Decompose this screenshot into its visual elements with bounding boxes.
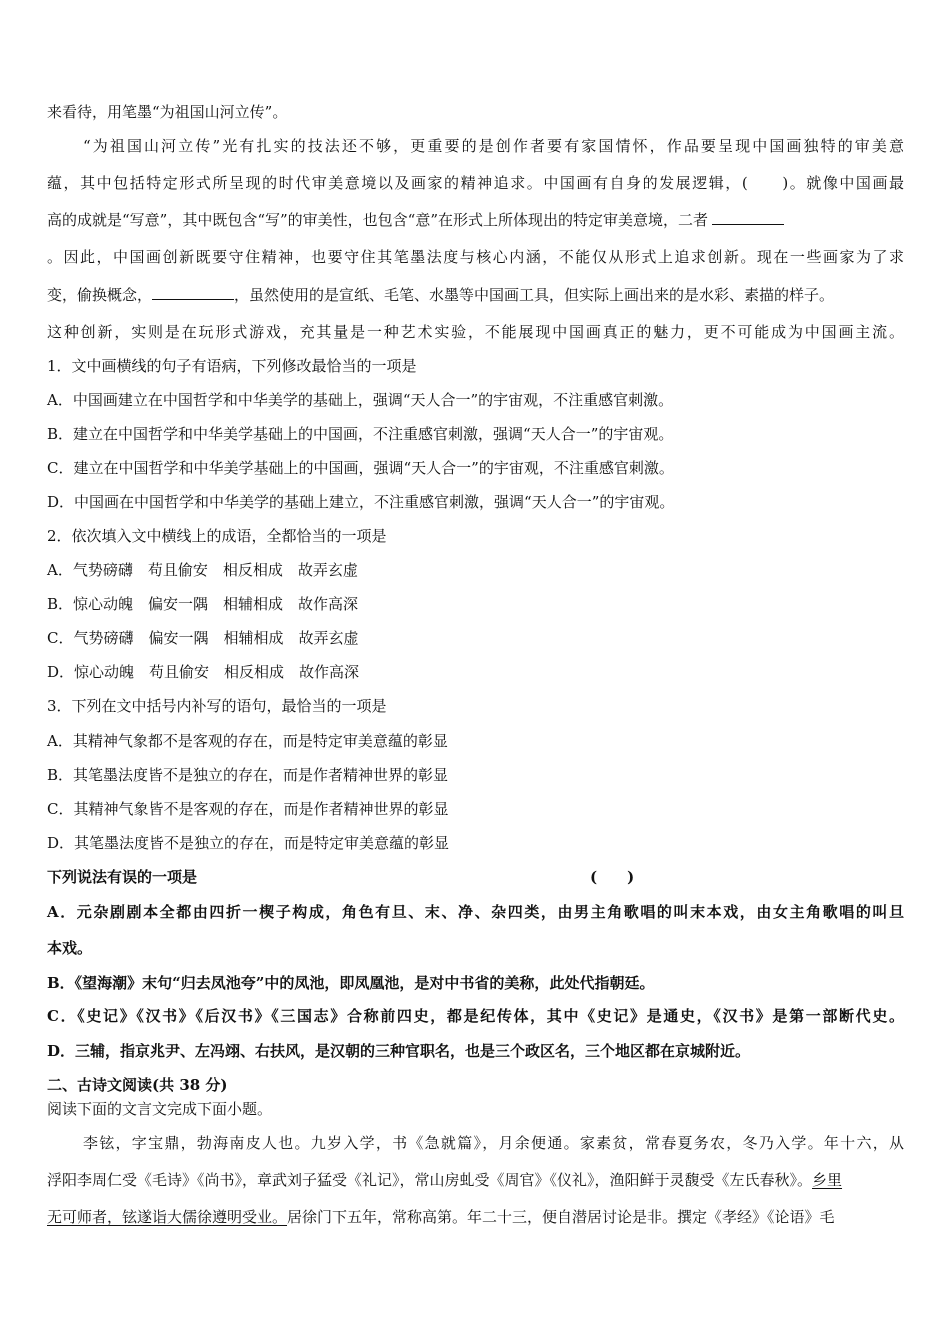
passage-line-7: 这种创新，实则是在玩形式游戏，充其量是一种艺术实验，不能展现中国画真正的魅力，更不可能成为中国画主流。 <box>47 323 904 341</box>
passage-line-4 <box>47 210 904 230</box>
section-title: 二、古诗文阅读(共 38 分) <box>47 1076 228 1094</box>
classical-line-3 <box>47 1207 904 1227</box>
q1-option-b: B．建立在中国哲学和中华美学基础上的中国画，不注重感官刺激，强调“天人合一”的宇宙观。 <box>47 425 674 443</box>
q3-option-b: B．其笔墨法度皆不是独立的存在，而是作者精神世界的彰显 <box>47 766 449 784</box>
q4-answer-paren: ( ) <box>590 868 635 886</box>
passage-line-2: “为祖国山河立传”光有扎实的技法还不够，更重要的是创作者要有家国情怀，作品要呈现中国画独特的审美意 <box>83 137 904 155</box>
fill-blank-4 <box>152 285 234 300</box>
classical-line-2 <box>47 1170 904 1190</box>
underlined-sentence-start: 乡里 <box>812 1171 843 1189</box>
q4-option-d: D．三辅，指京兆尹、左冯翊、右扶风，是汉朝的三种官职名，也是三个政区名，三个地区都在京城附近。 <box>47 1042 751 1060</box>
q2-stem: 2．依次填入文中横线上的成语，全都恰当的一项是 <box>47 527 387 545</box>
q2-option-c: C．气势磅礴 偏安一隅 相辅相成 故弄玄虚 <box>47 629 359 647</box>
passage-line-5: 。因此，中国画创新既要守住精神，也要守住其笔墨法度与核心内涵，不能仅从形式上追求创新。现在一些画家为了求 <box>47 248 904 266</box>
q4-option-a-line-1: A．元杂剧剧本全都由四折一楔子构成，角色有旦、末、净、杂四类，由男主角歌唱的叫末本戏，由女主角歌唱的叫旦 <box>47 903 904 921</box>
classical-line-1: 李铉，字宝鼎，勃海南皮人也。九岁入学，书《急就篇》，月余便通。家素贫，常春夏务农，冬乃入学。年十六，从 <box>83 1134 904 1152</box>
fill-blank-3 <box>712 210 784 225</box>
passage-line-3: 蕴，其中包括特定形式所呈现的时代审美意境以及画家的精神追求。中国画有自身的发展逻辑，( )。就像中国画最 <box>47 174 904 192</box>
q4-stem: 下列说法有误的一项是 <box>47 868 198 886</box>
q3-option-d: D．其笔墨法度皆不是独立的存在，而是特定审美意蕴的彰显 <box>47 834 450 852</box>
q1-option-d: D．中国画在中国哲学和中华美学的基础上建立，不注重感官刺激，强调“天人合一”的宇宙观。 <box>47 493 675 511</box>
underlined-sentence-end: 无可师者，铉遂诣大儒徐遵明受业。 <box>47 1208 288 1226</box>
q4-option-a-line-2: 本戏。 <box>47 939 93 957</box>
passage-line-1: 来看待，用笔墨“为祖国山河立传”。 <box>47 103 288 121</box>
q3-option-c: C．其精神气象皆不是客观的存在，而是作者精神世界的彰显 <box>47 800 449 818</box>
passage-line-6-text-b: ，虽然使用的是宣纸、毛笔、水墨等中国画工具，但实际上画出来的是水彩、素描的样子。 <box>234 286 835 304</box>
passage-line-6-text-a: 变，偷换概念， <box>47 286 153 304</box>
q2-option-b: B．惊心动魄 偏安一隅 相辅相成 故作高深 <box>47 595 359 613</box>
q2-option-d: D．惊心动魄 苟且偷安 相反相成 故作高深 <box>47 663 360 681</box>
q1-option-c: C．建立在中国哲学和中华美学基础上的中国画，强调“天人合一”的宇宙观，不注重感官刺激。 <box>47 459 674 477</box>
q1-option-a: A．中国画建立在中国哲学和中华美学的基础上，强调“天人合一”的宇宙观，不注重感官刺激。 <box>47 391 674 409</box>
q4-option-c: C．《史记》《汉书》《后汉书》《三国志》合称前四史，都是纪传体，其中《史记》是通史，《汉书》是第一部断代史。 <box>47 1007 904 1025</box>
section-intro: 阅读下面的文言文完成下面小题。 <box>47 1100 273 1118</box>
passage-line-6 <box>47 285 904 305</box>
passage-line-4-text: 高的成就是“写意”，其中既包含“写”的审美性，也包含“意”在形式上所体现出的特定审美意境，二者 <box>47 211 709 229</box>
q3-stem: 3．下列在文中括号内补写的语句，最恰当的一项是 <box>47 697 387 715</box>
q3-option-a: A．其精神气象都不是客观的存在，而是特定审美意蕴的彰显 <box>47 732 448 750</box>
q2-option-a: A．气势磅礴 苟且偷安 相反相成 故弄玄虚 <box>47 561 358 579</box>
classical-line-2-text: 浮阳李周仁受《毛诗》《尚书》，章武刘子猛受《礼记》，常山房虬受《周官》《仪礼》，渔阳鲜于灵馥受《左氏春秋》。 <box>47 1171 813 1189</box>
q4-option-b: B．《望海潮》末句“归去凤池夸”中的凤池，即凤凰池，是对中书省的美称，此处代指朝廷。 <box>47 974 655 992</box>
q1-stem: 1．文中画横线的句子有语病，下列修改最恰当的一项是 <box>47 357 417 375</box>
classical-line-3-text: 居徐门下五年，常称高第。年二十三，便自潜居讨论是非。撰定《孝经》《论语》毛 <box>287 1208 835 1226</box>
